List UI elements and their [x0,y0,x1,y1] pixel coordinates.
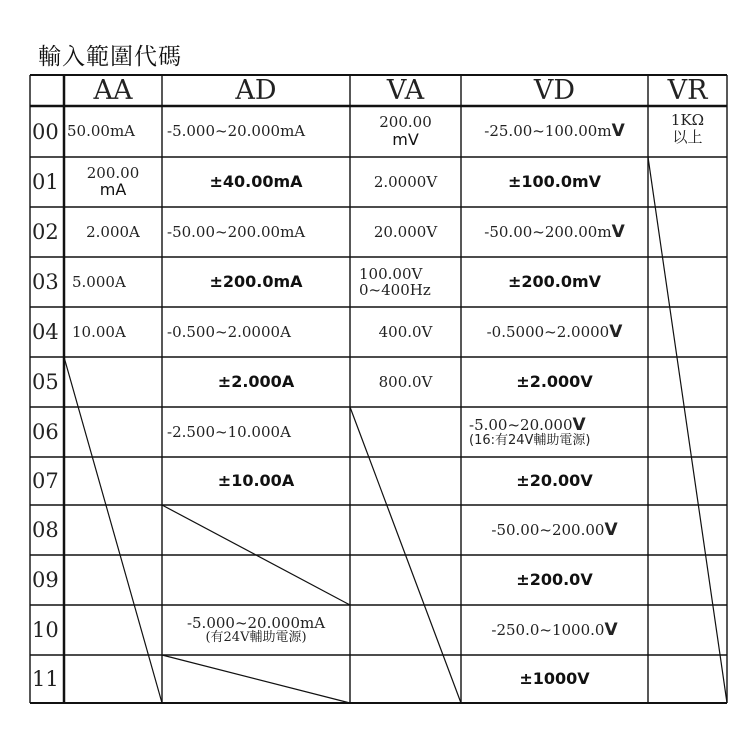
header-vd: VD [533,75,576,106]
cell-ad-05: ±2.000A [217,372,295,392]
cell-vd-06: -5.00~20.000V (16:有24V輔助電源) [469,414,591,449]
cell-ad-03: ±200.0mA [209,272,303,292]
cell-va-02: 20.000V [373,222,438,241]
row-code-06: 06 [32,420,59,444]
cell-ad-04: -0.500~2.0000A [167,322,291,341]
row-code-08: 08 [32,518,59,542]
cell-aa-00: 50.00mA [67,122,135,141]
cell-va-05: 800.0V [378,372,433,391]
header-va: VA [386,75,425,106]
cell-vd-00: -25.00~100.00m V [484,121,625,142]
cell-aa-04: 10.00A [72,322,126,341]
na-diagonal-vr [648,157,727,703]
row-code-04: 04 [32,320,59,344]
cell-vd-02: -50.00~200.00m V [484,221,625,242]
cell-ad-01: ±40.00mA [209,172,303,192]
cell-aa-03: 5.000A [72,272,126,291]
row-code-03: 03 [32,270,59,294]
header-ad: AD [235,75,277,106]
cell-va-00: 200.00 mV [379,113,432,149]
cell-vd-01: ±100.0mV [507,172,602,192]
cell-ad-00: -5.000~20.000mA [167,122,306,141]
cell-vd-09: ±200.0V [516,570,593,590]
row-code-11: 11 [32,667,59,691]
row-code-01: 01 [32,170,59,194]
cell-aa-02: 2.000A [86,222,140,241]
cell-vd-05: ±2.000V [516,372,593,392]
row-code-00: 00 [32,119,59,144]
cell-ad-06: -2.500~10.000A [167,422,291,441]
cell-vr-00: 1KΩ 以上 [670,111,705,146]
na-diagonal-ad-11 [162,655,350,703]
cell-vd-07: ±20.00V [516,471,593,491]
cell-aa-01: 200.00 mA [86,163,140,200]
cell-vd-04: -0.5000~2.0000 V [486,321,623,342]
row-code-05: 05 [32,370,59,394]
cell-va-04: 400.0V [378,322,433,341]
cell-va-03: 100.00V 0~400Hz [359,264,431,299]
cell-vd-10: -250.0~1000.0 V [491,619,618,640]
na-diagonal-aa [64,357,162,703]
row-code-02: 02 [32,220,59,244]
cell-ad-07: ±10.00A [217,471,295,491]
cell-vd-03: ±200.0mV [507,272,602,292]
cell-ad-10: -5.000~20.000mA (有24V輔助電源) [186,613,326,646]
cell-vd-11: ±1000V [519,669,590,689]
table-title: 輸入範圍代碼 [38,44,182,70]
cell-ad-02: -50.00~200.00mA [167,222,306,241]
row-code-10: 10 [32,618,59,642]
cell-va-01: 2.0000V [373,172,438,191]
header-vr: VR [667,75,708,106]
header-aa: AA [93,75,133,106]
row-code-07: 07 [32,469,59,493]
row-code-09: 09 [32,568,59,592]
cell-vd-08: -50.00~200.00 V [491,519,618,540]
